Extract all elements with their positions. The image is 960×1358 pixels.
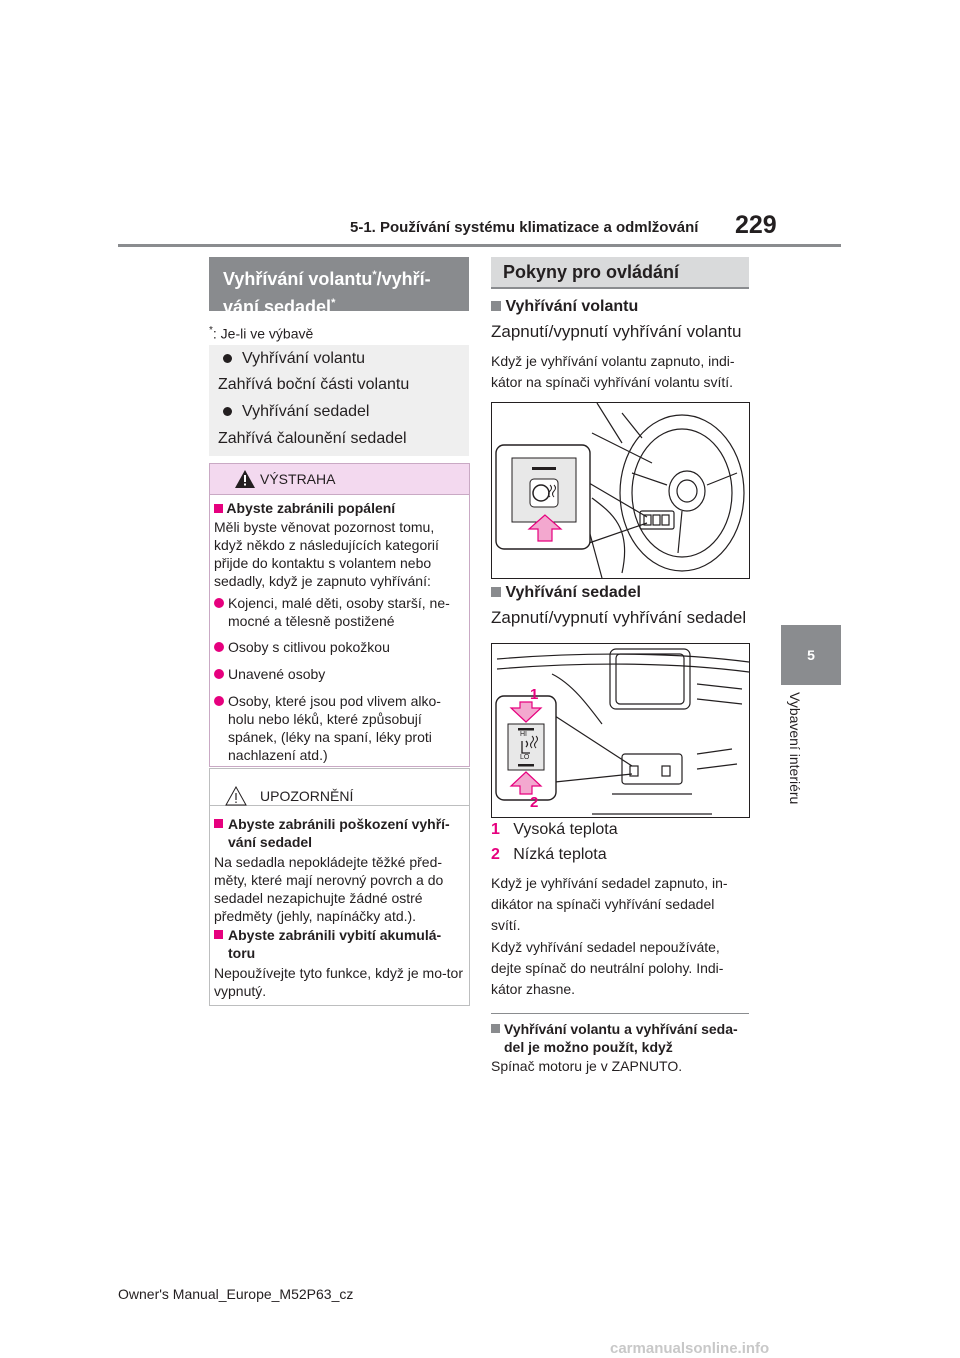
seat-note: Když je vyhřívání sedadel zapnuto, in-dikátor na spínači vyhřívání sedadel svítí. [491,875,728,933]
dashboard-illustration [492,644,749,817]
bullet-icon [214,669,224,679]
watermark: carmanualsonline.info [610,1340,770,1357]
figure-callout-1: 1 [530,686,539,703]
seat-subhead-text: Vyhřívání sedadel [505,584,641,601]
footnote-text: : Je-li ve výbavě [212,325,314,342]
right-section-heading: Pokyny pro ovládání [491,257,749,289]
legend-item [491,821,618,839]
legend-number: 2 [491,846,500,863]
caution-title: UPOZORNĚNÍ [260,788,354,804]
feature-desc: Zahřívá čalounění sedadel [218,430,407,447]
feature-name: Vyhřívání sedadel [242,403,370,420]
seat-line: Zapnutí/vypnutí vyhřívání sedadel [491,608,747,627]
warning-intro: Měli byste věnovat pozornost tomu, když někdo z následujících kategorií přijde do kontaktu s volantem nebo sedadly, když je zapnuto vyhřívání: [214,519,439,589]
square-bullet-icon [214,504,223,513]
caution-box [209,768,470,1006]
square-bullet-icon [491,301,501,311]
feature-desc: Zahřívá boční části volantu [218,376,410,393]
warning-item-text: Osoby, které jsou pod vlivem alko-holu nebo léků, které způsobují spánek, (léky na spaní, léky proti nachlazení atd.) [228,693,441,763]
seat-note: Když vyhřívání sedadel nepoužíváte, dejte spínač do neutrální polohy. Indi-kátor zhasne. [491,939,724,997]
bullet-icon [214,642,224,652]
warning-item-text: Osoby s citlivou pokožkou [228,639,390,655]
wheel-subhead [491,297,638,317]
warning-item [214,692,464,764]
feature-name: Vyhřívání volantu [242,350,366,367]
steering-wheel-illustration [492,403,749,578]
chapter-number: 5 [807,647,815,663]
header-divider [118,244,841,247]
steering-heater-figure [491,402,750,579]
feature-item [223,349,365,369]
bullet-icon [214,598,224,608]
caution-subhead-text: Abyste zabránili poškození vyhří-vání sedadel [228,816,450,850]
caution-text: Na sedadla nepokládejte těžké před-měty, které mají nerovný povrch a do sedadel nezapichujte žádné ostré předměty (jehly, napínáčky atd.). [214,854,444,924]
heading-star-2: * [331,297,336,309]
info-subhead-text: Vyhřívání volantu a vyhřívání seda-del je možno použít, když [504,1021,738,1055]
warning-title: VÝSTRAHA [260,471,336,487]
info-text: Spínač motoru je v ZAPNUTO. [491,1058,683,1074]
bullet-icon [223,354,232,363]
heading-text-2: /vyhří- [376,269,431,289]
warning-item [214,594,464,630]
heading-text-1: Vyhřívání volantu [223,269,373,289]
square-bullet-icon [491,1024,500,1033]
caution-text: Nepoužívejte tyto funkce, když je mo-tor vypnutý. [214,965,463,999]
info-subhead [491,1020,749,1056]
square-bullet-icon [491,587,501,597]
warning-triangle-icon [235,470,255,488]
figure-hi-label: HI [520,731,527,738]
warning-subhead-text: Abyste zabránili popálení [226,500,396,516]
section-title: 5-1. Používání systému klimatizace a odmlžování [350,219,699,236]
footer-manual-id: Owner's Manual_Europe_M52P63_cz [118,1286,354,1302]
square-bullet-icon [214,930,223,939]
wheel-note: Když je vyhřívání volantu zapnuto, indi-kátor na spínači vyhřívání volantu svítí. [491,353,735,390]
warning-item-text: Kojenci, malé děti, osoby starší, ne-mocné a tělesně postižené [228,595,450,629]
wheel-subhead-text: Vyhřívání volantu [505,298,639,315]
warning-header [210,464,469,495]
legend-text: Vysoká teplota [513,821,618,838]
caution-subhead [214,815,466,851]
footnote [209,322,313,343]
caution-triangle-icon [225,786,247,806]
feature-item [223,402,369,422]
legend-text: Nízká teplota [513,846,607,863]
seat-heater-figure [491,643,750,818]
warning-box [209,463,470,767]
seat-subhead [491,583,641,603]
chapter-title-vertical [780,692,810,832]
warning-item [214,665,464,683]
bullet-icon [223,407,232,416]
page-number: 229 [735,211,777,239]
caution-subhead [214,926,466,962]
heading-text-3: vání sedadel [223,297,332,317]
chapter-title: Vybavení interiéru [787,692,803,805]
legend-number: 1 [491,821,500,838]
warning-subhead [214,499,395,517]
wheel-line: Zapnutí/vypnutí vyhřívání volantu [491,322,742,341]
chapter-tab[interactable] [781,625,841,685]
warning-item [214,638,464,656]
figure-lo-label: LO [520,754,530,761]
caution-header [210,769,469,806]
left-section-heading [209,257,469,317]
bullet-icon [214,696,224,706]
caution-subhead-text: Abyste zabránili vybití akumulá-toru [228,927,442,961]
info-divider [491,1013,749,1014]
square-bullet-icon [214,819,223,828]
heading-star-1: * [372,269,377,281]
legend-item [491,846,607,864]
footnote-mark: * [209,325,213,336]
warning-item-text: Unavené osoby [228,666,326,682]
figure-callout-2: 2 [530,794,539,811]
features-box [209,345,469,456]
